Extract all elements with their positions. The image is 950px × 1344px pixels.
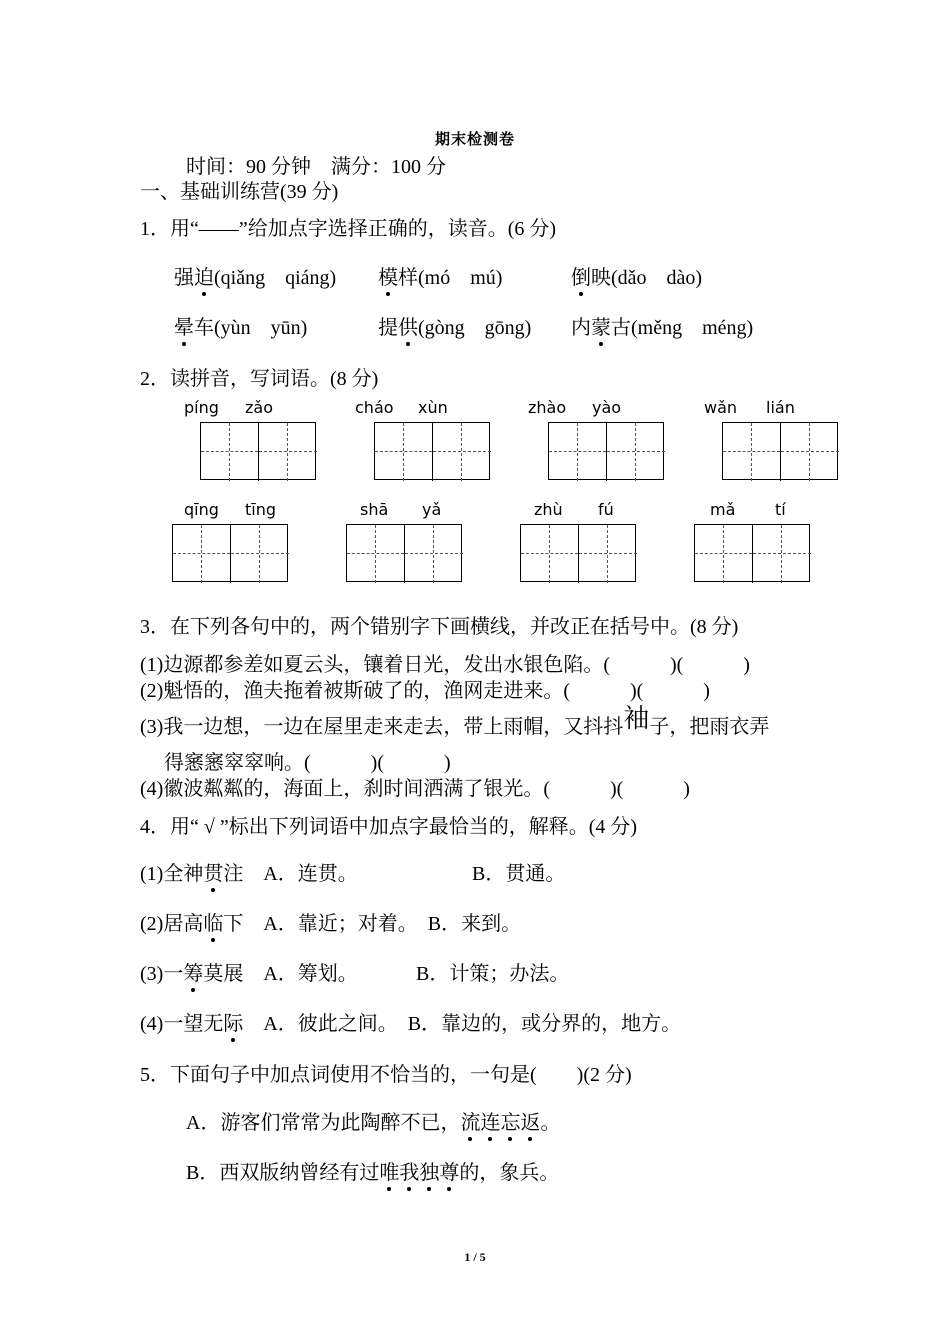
- q3-stem: 3．在下列各句中的，两个错别字下画横线，并改正在括号中。(8 分): [140, 616, 739, 638]
- q3-sentence: (3)我一边想，一边在屋里走来走去，带上雨帽，又抖抖袖子，把雨衣弄: [140, 704, 770, 738]
- pinyin-label: xùn: [418, 398, 448, 417]
- q5-option-a: A．游客们常常为此陶醉不已，流连忘返。: [186, 1106, 560, 1135]
- pinyin-label: qīng: [184, 500, 219, 519]
- writing-grid[interactable]: [200, 422, 316, 480]
- q4-item: (2)居高临下 A．靠近；对着。 B．来到。: [140, 907, 521, 936]
- writing-grid[interactable]: [520, 524, 636, 582]
- pinyin-label: zhù: [534, 500, 563, 519]
- q4-option: B．贯通。: [472, 863, 566, 885]
- q5-option-b: B．西双版纳曾经有过唯我独尊的，象兵。: [186, 1156, 559, 1185]
- q4-item: (3)一筹莫展 A．筹划。: [140, 957, 358, 986]
- section-heading: 一、基础训练营(39 分): [140, 181, 339, 203]
- q4-option: B．计策；办法。: [416, 963, 570, 985]
- q1-stem: 1．用“——”给加点字选择正确的，读音。(6 分): [140, 218, 557, 240]
- pinyin-label: zǎo: [245, 398, 273, 417]
- pinyin-label: fú: [598, 500, 614, 519]
- pinyin-label: wǎn: [704, 398, 738, 417]
- q1-item: 提供(gòng gōng): [378, 311, 531, 340]
- q1-item: 强迫(qiǎng qiáng): [174, 261, 336, 290]
- pinyin-label: cháo: [355, 398, 394, 417]
- pinyin-label: shā: [360, 500, 389, 519]
- q3-sentence: (1)边源都参差如夏云头，镶着日光，发出水银色陷。( )( ): [140, 654, 750, 676]
- q4-item: (4)一望无际 A．彼此之间。 B．靠边的，或分界的，地方。: [140, 1007, 681, 1036]
- time-info: 时间：90 分钟 满分：100 分: [186, 156, 446, 178]
- q1-item: 晕车(yùn yūn): [174, 311, 307, 340]
- page-title: 期末检测卷: [434, 132, 515, 148]
- pinyin-label: zhào: [528, 398, 567, 417]
- pinyin-label: lián: [766, 398, 795, 417]
- pinyin-label: yǎ: [422, 500, 442, 519]
- page-number: 1 / 5: [464, 1250, 486, 1264]
- q3-sentence: 得窸窸窣窣响。( )( ): [164, 752, 451, 774]
- writing-grid[interactable]: [346, 524, 462, 582]
- q2-stem: 2．读拼音，写词语。(8 分): [140, 368, 379, 390]
- writing-grid[interactable]: [172, 524, 288, 582]
- writing-grid[interactable]: [722, 422, 838, 480]
- pinyin-label: píng: [184, 398, 219, 417]
- q1-item: 模样(mó mú): [378, 261, 502, 290]
- q4-item: (1)全神贯注 A．连贯。: [140, 857, 358, 886]
- pinyin-label: mǎ: [710, 500, 736, 519]
- writing-grid[interactable]: [374, 422, 490, 480]
- q1-item: 内蒙古(měng méng): [571, 311, 753, 340]
- pinyin-label: tí: [775, 500, 786, 519]
- q4-stem: 4．用“ √ ”标出下列词语中加点字最恰当的，解释。(4 分): [140, 816, 638, 838]
- q3-sentence: (4)徽波粼粼的，海面上，刹时间洒满了银光。( )( ): [140, 778, 690, 800]
- pinyin-label: tīng: [245, 500, 277, 519]
- q1-item: 倒映(dǎo dào): [571, 261, 702, 290]
- q5-stem: 5．下面句子中加点词使用不恰当的，一句是( )(2 分): [140, 1064, 632, 1086]
- writing-grid[interactable]: [694, 524, 810, 582]
- writing-grid[interactable]: [548, 422, 664, 480]
- q3-sentence: (2)魁悟的，渔夫拖着被斯破了的，渔网走进来。( )( ): [140, 680, 710, 702]
- pinyin-label: yào: [592, 398, 622, 417]
